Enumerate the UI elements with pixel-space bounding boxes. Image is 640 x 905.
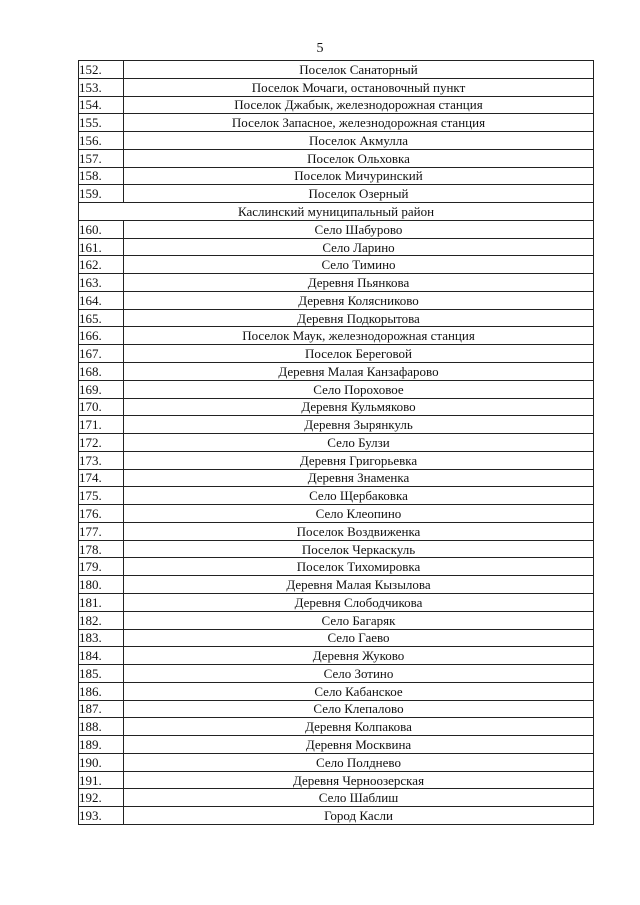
row-number: 187. [79,700,124,718]
row-number: 183. [79,629,124,647]
settlement-name: Деревня Москвина [124,736,594,754]
row-number: 166. [79,327,124,345]
table-row [79,96,594,114]
table-row [79,363,594,381]
settlement-name: Село Тимино [124,256,594,274]
settlement-name: Село Булзи [124,434,594,452]
table-row [79,380,594,398]
row-number: 192. [79,789,124,807]
table-row [79,114,594,132]
table-row [79,753,594,771]
row-number: 181. [79,593,124,611]
table-row [79,185,594,203]
table-row [79,416,594,434]
row-number: 184. [79,647,124,665]
table-row [79,789,594,807]
settlement-name: Поселок Черкаскуль [124,540,594,558]
row-number: 176. [79,505,124,523]
row-number: 165. [79,309,124,327]
table-row [79,256,594,274]
row-number: 168. [79,363,124,381]
settlement-name: Деревня Малая Канзафарово [124,363,594,381]
settlement-name: Деревня Зырянкуль [124,416,594,434]
settlement-name: Село Ларино [124,238,594,256]
table-row [79,469,594,487]
settlement-name: Деревня Подкорытова [124,309,594,327]
table-row [79,682,594,700]
settlements-table-body [79,61,594,825]
row-number: 191. [79,771,124,789]
settlement-name: Поселок Мичуринский [124,167,594,185]
row-number: 157. [79,149,124,167]
settlement-name: Деревня Колясниково [124,291,594,309]
settlement-name: Село Шабурово [124,220,594,238]
settlement-name: Село Пороховое [124,380,594,398]
table-row [79,132,594,150]
row-number: 173. [79,451,124,469]
row-number: 189. [79,736,124,754]
row-number: 161. [79,238,124,256]
row-number: 167. [79,345,124,363]
settlements-table [78,60,594,825]
row-number: 163. [79,274,124,292]
settlement-name: Поселок Запасное, железнодорожная станция [124,114,594,132]
table-row [79,487,594,505]
row-number: 188. [79,718,124,736]
row-number: 169. [79,380,124,398]
row-number: 154. [79,96,124,114]
settlement-name: Село Щербаковка [124,487,594,505]
settlement-name: Село Кабанское [124,682,594,700]
row-number: 178. [79,540,124,558]
row-number: 160. [79,220,124,238]
settlement-name: Деревня Малая Кызылова [124,576,594,594]
settlement-name: Город Касли [124,807,594,825]
table-row [79,647,594,665]
page-number: 5 [316,41,324,56]
settlement-name: Поселок Береговой [124,345,594,363]
table-row [79,238,594,256]
settlement-name: Деревня Знаменка [124,469,594,487]
table-row [79,345,594,363]
settlement-name: Село Гаево [124,629,594,647]
table-row [79,434,594,452]
table-row [79,220,594,238]
settlement-name: Поселок Озерный [124,185,594,203]
settlement-name: Деревня Жуково [124,647,594,665]
row-number: 170. [79,398,124,416]
table-row [79,291,594,309]
settlement-name: Деревня Пьянкова [124,274,594,292]
row-number: 175. [79,487,124,505]
settlement-name: Поселок Тихомировка [124,558,594,576]
section-header-row [79,203,594,221]
settlement-name: Поселок Маук, железнодорожная станция [124,327,594,345]
table-row [79,274,594,292]
settlement-name: Деревня Слободчикова [124,593,594,611]
settlement-name: Деревня Черноозерская [124,771,594,789]
table-row [79,718,594,736]
row-number: 164. [79,291,124,309]
row-number: 177. [79,522,124,540]
row-number: 152. [79,61,124,79]
settlement-name: Поселок Мочаги, остановочный пункт [124,78,594,96]
row-number: 174. [79,469,124,487]
table-row [79,736,594,754]
row-number: 179. [79,558,124,576]
settlement-name: Поселок Воздвиженка [124,522,594,540]
table-row [79,593,594,611]
table-row [79,665,594,683]
settlement-name: Село Полднево [124,753,594,771]
row-number: 155. [79,114,124,132]
row-number: 182. [79,611,124,629]
settlement-name: Поселок Ольховка [124,149,594,167]
table-row [79,807,594,825]
table-row [79,398,594,416]
settlement-name: Село Багаряк [124,611,594,629]
table-row [79,505,594,523]
settlement-name: Поселок Акмулла [124,132,594,150]
row-number: 185. [79,665,124,683]
table-row [79,309,594,327]
table-row [79,149,594,167]
settlement-name: Село Клепалово [124,700,594,718]
settlement-name: Деревня Кульмяково [124,398,594,416]
settlement-name: Поселок Санаторный [124,61,594,79]
table-row [79,78,594,96]
row-number: 171. [79,416,124,434]
table-row [79,451,594,469]
table-row [79,558,594,576]
table-row [79,540,594,558]
row-number: 153. [79,78,124,96]
row-number: 190. [79,753,124,771]
settlement-name: Деревня Григорьевка [124,451,594,469]
table-row [79,771,594,789]
row-number: 172. [79,434,124,452]
settlement-name: Село Зотино [124,665,594,683]
table-row [79,522,594,540]
row-number: 159. [79,185,124,203]
row-number: 156. [79,132,124,150]
row-number: 162. [79,256,124,274]
settlement-name: Деревня Колпакова [124,718,594,736]
table-row [79,629,594,647]
settlement-name: Село Клеопино [124,505,594,523]
row-number: 193. [79,807,124,825]
row-number: 158. [79,167,124,185]
table-row [79,61,594,79]
row-number: 186. [79,682,124,700]
section-title: Каслинский муниципальный район [79,203,594,221]
settlement-name: Поселок Джабык, железнодорожная станция [124,96,594,114]
table-row [79,611,594,629]
settlement-name: Село Шаблиш [124,789,594,807]
table-row [79,700,594,718]
table-row [79,576,594,594]
table-row [79,327,594,345]
table-row [79,167,594,185]
row-number: 180. [79,576,124,594]
